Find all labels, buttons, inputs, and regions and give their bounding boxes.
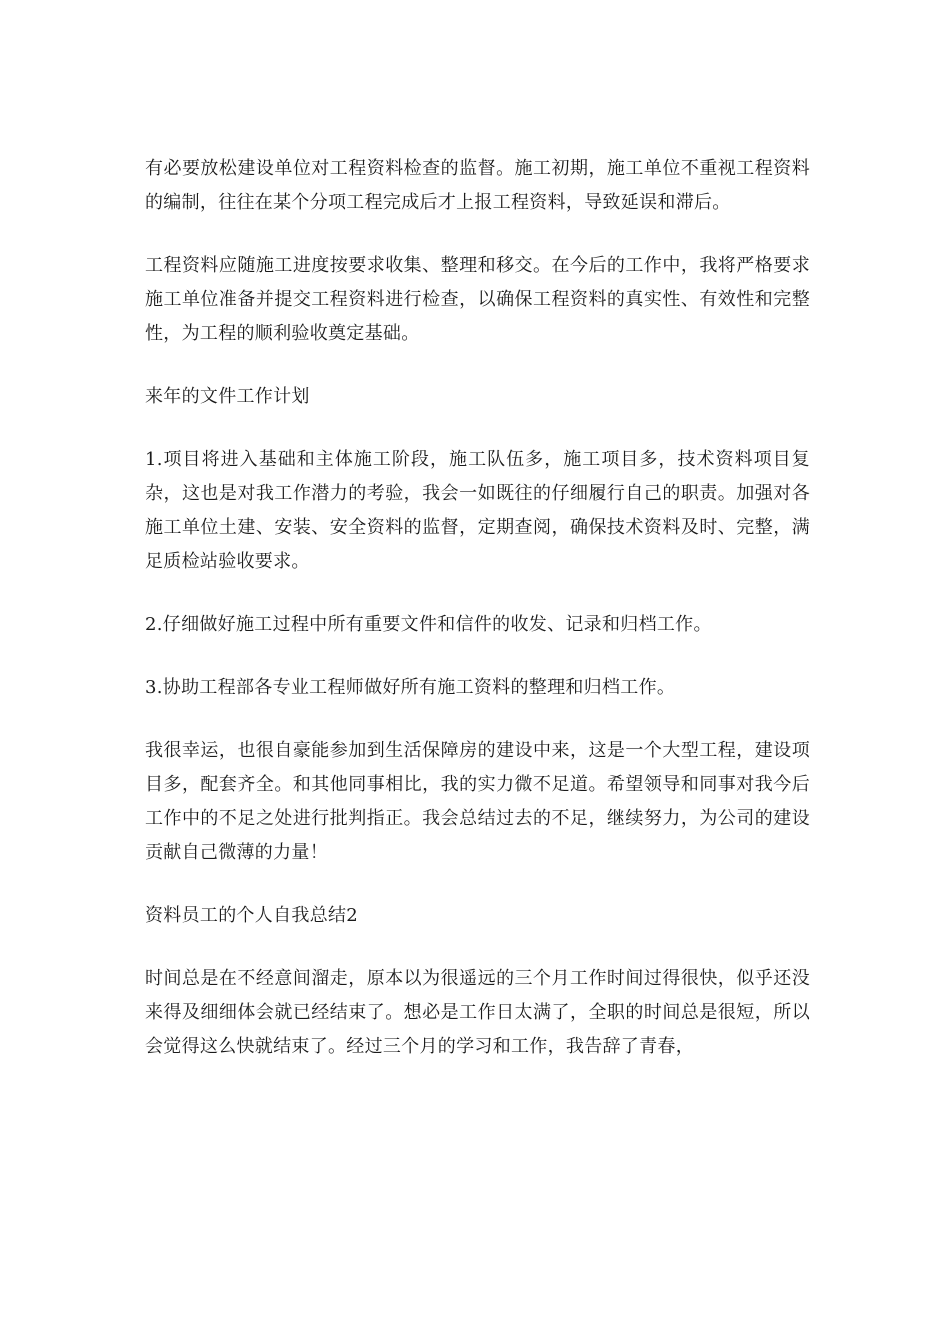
paragraph-materials-supervision: 有必要放松建设单位对工程资料检查的监督。施工初期，施工单位不重视工程资料的编制，往往在某个分项工程完成后才上报工程资料，导致延误和滞后。 <box>145 158 810 213</box>
paragraph-summary-2-intro: 时间总是在不经意间溜走，原本以为很遥远的三个月工作时间过得很快，似乎还没来得及细细体会就已经结束了。想必是工作日太满了，全职的时间总是很短，所以会觉得这么快就结束了。经过三个月的学习和工作，我告辞了青春， <box>145 968 810 1057</box>
plan-item-3: 3.协助工程部各专业工程师做好所有施工资料的整理和归档工作。 <box>145 677 676 698</box>
plan-item-1: 1.项目将进入基础和主体施工阶段，施工队伍多，施工项目多，技术资料项目复杂，这也是对我工作潜力的考验，我会一如既往的仔细履行自己的职责。加强对各施工单位土建、安装、安全资料的监督，定期查阅，确保技术资料及时、完整，满足质检站验收要求。 <box>145 449 810 572</box>
heading-summary-2: 资料员工的个人自我总结2 <box>145 905 359 926</box>
paragraph-materials-collection: 工程资料应随施工进度按要求收集、整理和移交。在今后的工作中，我将严格要求施工单位准备并提交工程资料进行检查，以确保工程资料的真实性、有效性和完整性，为工程的顺利验收奠定基础。 <box>145 255 810 344</box>
heading-next-year-plan: 来年的文件工作计划 <box>145 386 310 407</box>
document-body <box>145 152 810 1093</box>
plan-item-2: 2.仔细做好施工过程中所有重要文件和信件的收发、记录和归档工作。 <box>145 614 712 635</box>
paragraph-conclusion: 我很幸运，也很自豪能参加到生活保障房的建设中来，这是一个大型工程，建设项目多，配套齐全。和其他同事相比，我的实力微不足道。希望领导和同事对我今后工作中的不足之处进行批判指正。我会总结过去的不足，继续努力，为公司的建设贡献自己微薄的力量！ <box>145 740 810 863</box>
